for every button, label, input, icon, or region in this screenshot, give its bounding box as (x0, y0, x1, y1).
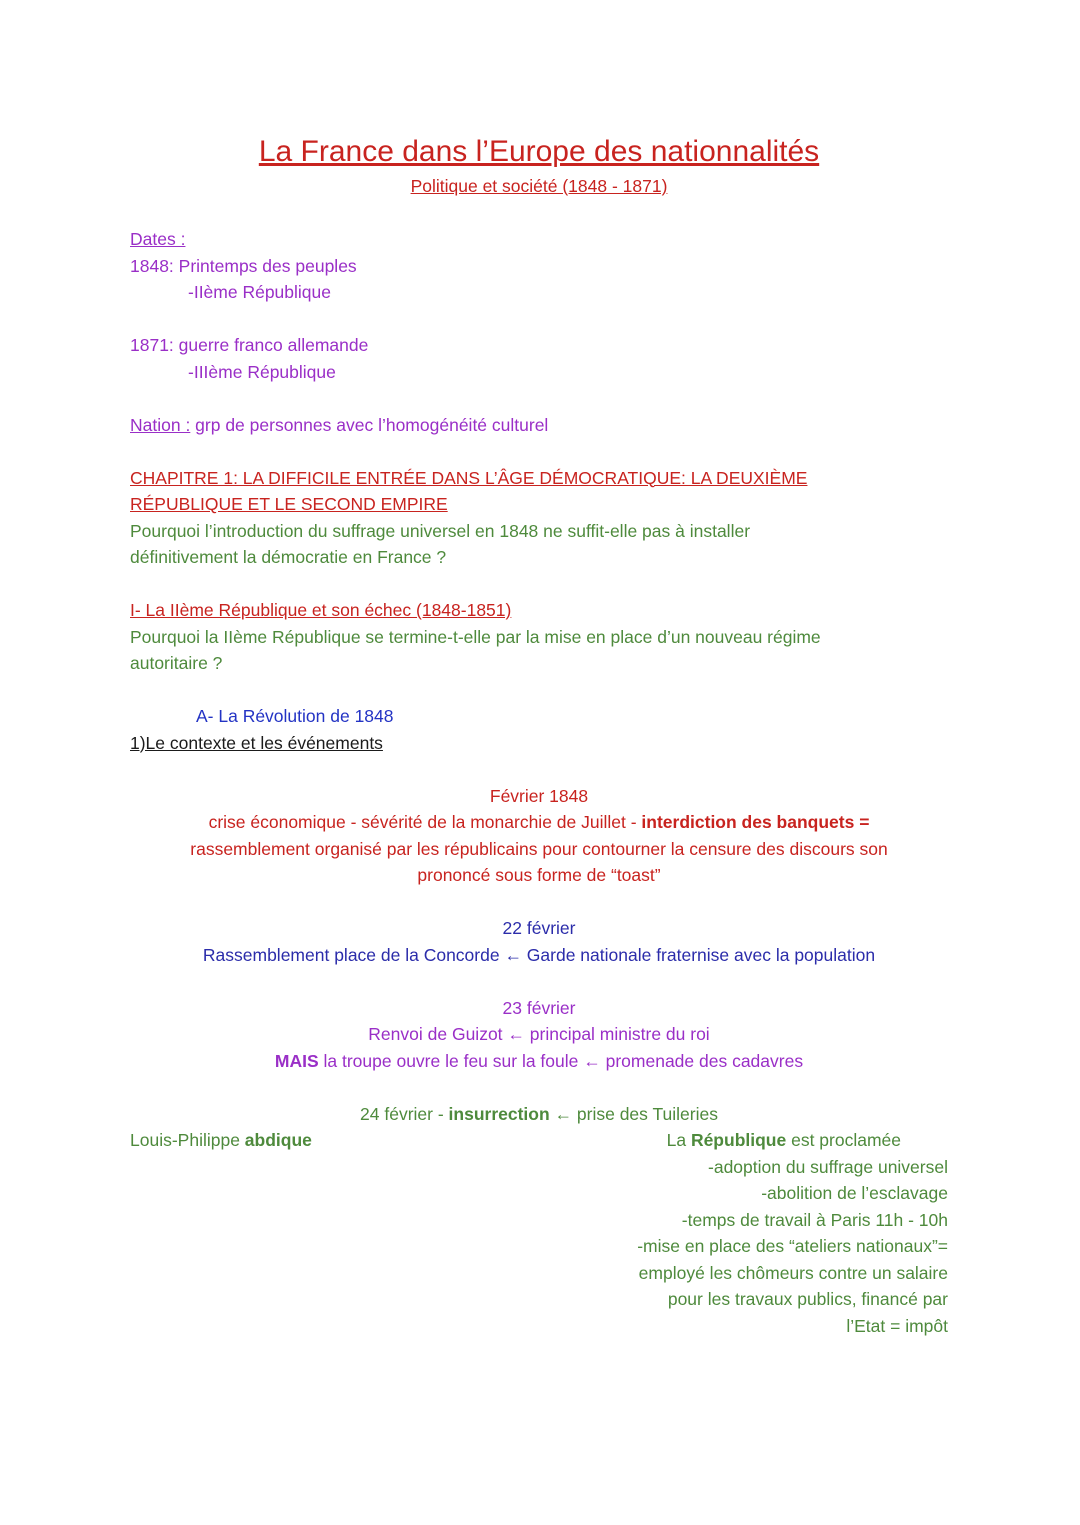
section-I-question: Pourquoi la IIème République se termine-t-elle par la mise en place d’un nouveau régime (130, 626, 821, 647)
republique-measure-4: -mise en place des “ateliers nationaux”= (637, 1236, 948, 1256)
document-subtitle: Politique et société (1848 - 1871) (410, 176, 668, 196)
republique-measure-4-line2: employé les chômeurs contre un salaire (638, 1262, 948, 1283)
date-1848: 1848: Printemps des peuples (130, 255, 357, 276)
event-23-fevrier-line2: MAIS la troupe ouvre le feu sur la foule ← promenade des cadavres (274, 1050, 804, 1071)
event-fevrier-1848-line3: prononcé sous forme de “toast” (417, 865, 661, 885)
section-I-question-line2: autoritaire ? (130, 653, 223, 673)
republique-measure-2: -abolition de l’esclavage (761, 1183, 948, 1203)
blank-line (130, 200, 948, 227)
dates-heading: Dates : (130, 229, 186, 249)
event-24-fevrier-title: 24 février - insurrection ← prise des Tuileries (360, 1103, 718, 1124)
event-fevrier-1848-line2: rassemblement organisé par les républicains pour contourner la censure des discours son (190, 838, 888, 859)
republique-measure-1: -adoption du suffrage universel (708, 1156, 948, 1177)
date-1848-detail: -IIème République (188, 282, 331, 302)
blank-line (130, 571, 948, 598)
event-24-fevrier-split (130, 1127, 948, 1154)
date-1871: 1871: guerre franco allemande (130, 335, 369, 355)
chapter-1-question: Pourquoi l’introduction du suffrage universel en 1848 ne suffit-elle pas à installer (130, 520, 751, 541)
republique-measure-4-line3: pour les travaux publics, financé par (667, 1289, 948, 1309)
date-1871-detail: -IIIème République (188, 361, 336, 382)
event-23-fevrier-title: 23 février (502, 997, 576, 1018)
republique-measure-3: -temps de travail à Paris 11h - 10h (681, 1209, 948, 1230)
blank-line (130, 889, 948, 916)
nation-definition: Nation : grp de personnes avec l’homogénéité culturel (130, 414, 549, 435)
blank-line (130, 306, 948, 333)
event-22-fevrier-line1: Rassemblement place de la Concorde ← Garde nationale fraternise avec la population (202, 944, 876, 965)
blank-line (130, 438, 948, 465)
subsection-A-heading: A- La Révolution de 1848 (196, 706, 394, 726)
blank-line (130, 1074, 948, 1101)
chapter-1-heading: CHAPITRE 1: LA DIFFICILE ENTRÉE DANS L’ÂGE DÉMOCRATIQUE: LA DEUXIÈME (130, 467, 808, 488)
chapter-1-heading-line2: RÉPUBLIQUE ET LE SECOND EMPIRE (130, 494, 448, 514)
republique-measure-4-line4: l’Etat = impôt (846, 1315, 948, 1336)
blank-line (130, 756, 948, 783)
event-23-fevrier-line1: Renvoi de Guizot ← principal ministre du roi (368, 1024, 710, 1044)
event-22-fevrier-title: 22 février (502, 918, 576, 938)
blank-line (130, 385, 948, 412)
split-right: La République est proclamée (666, 1130, 901, 1150)
document-body (130, 200, 948, 1340)
blank-line (130, 968, 948, 995)
event-fevrier-1848-title: Février 1848 (489, 785, 589, 806)
event-fevrier-1848-line1: crise économique - sévérité de la monarchie de Juillet - interdiction des banquets = (208, 812, 870, 832)
chapter-1-question-line2: définitivement la démocratie en France ? (130, 547, 447, 567)
blank-line (130, 677, 948, 704)
split-left: Louis-Philippe abdique (130, 1130, 312, 1150)
section-I-heading: I- La IIème République et son échec (1848-1851) (130, 600, 512, 620)
subsection-A-1-heading: 1)Le contexte et les événements (130, 732, 383, 753)
document-title: La France dans l’Europe des nationnalités (258, 135, 820, 168)
